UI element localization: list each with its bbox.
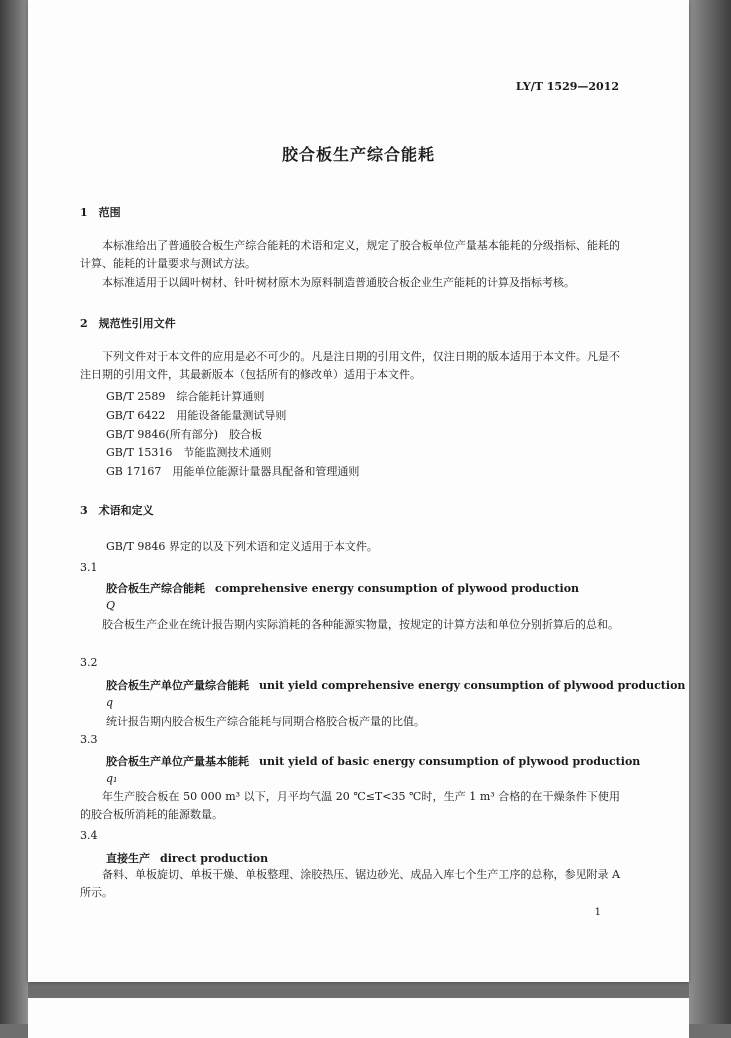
term-zh: 胶合板生产单位产量基本能耗 xyxy=(106,755,249,768)
term-symbol: Q xyxy=(106,599,116,612)
document-title: 胶合板生产综合能耗 xyxy=(281,145,435,164)
scope-paragraph-1: 本标准给出了普通胶合板生产综合能耗的术语和定义，规定了胶合板单位产量基本能耗的分级指标、能耗的计算、能耗的计量要求与测试方法。 xyxy=(80,239,620,270)
term-number: 3.1 xyxy=(80,561,98,574)
term-title xyxy=(106,850,268,866)
term-title xyxy=(106,753,640,769)
term-definition: 年生产胶合板在 50 000 m³ 以下，月平均气温 20 ℃≤T<35 ℃时，生产 1 m³ 合格的在干燥条件下使用的胶合板所消耗的能源数量。 xyxy=(80,790,620,821)
term-zh: 胶合板生产综合能耗 xyxy=(106,582,205,595)
references-intro: 下列文件对于本文件的应用是必不可少的。凡是注日期的引用文件，仅注日期的版本适用于本文件。凡是不注日期的引用文件，其最新版本（包括所有的修改单）适用于本文件。 xyxy=(80,350,620,381)
reference-item: GB/T 2589 综合能耗计算通则 xyxy=(106,390,265,403)
term-zh: 直接生产 xyxy=(106,852,150,865)
reference-item: GB/T 6422 用能设备能量测试导则 xyxy=(106,409,287,422)
reference-item: GB 17167 用能单位能源计量器具配备和管理通则 xyxy=(106,465,360,478)
term-number: 3.2 xyxy=(80,656,98,669)
viewer-shadow-right xyxy=(689,0,731,1024)
viewer-shadow-left xyxy=(0,0,28,1024)
document-page xyxy=(28,0,689,982)
reference-item: GB/T 9846(所有部分) 胶合板 xyxy=(106,428,262,441)
scope-paragraph-2: 本标准适用于以阔叶树材、针叶树材原木为原料制造普通胶合板企业生产能耗的计算及指标考核。 xyxy=(102,276,575,289)
term-title xyxy=(106,677,685,693)
section-heading-scope: 1 范围 xyxy=(80,206,121,219)
term-en: comprehensive energy consumption of plywood production xyxy=(215,582,580,595)
term-definition: 胶合板生产企业在统计报告期内实际消耗的各种能源实物量，按规定的计算方法和单位分别折算后的总和。 xyxy=(102,618,619,631)
section-heading-terms: 3 术语和定义 xyxy=(80,504,154,517)
section-heading-references: 2 规范性引用文件 xyxy=(80,317,176,330)
term-symbol: q xyxy=(106,696,114,709)
reference-item: GB/T 15316 节能监测技术通则 xyxy=(106,446,272,459)
term-en: direct production xyxy=(160,852,269,865)
term-en: unit yield comprehensive energy consumption of plywood production xyxy=(259,679,686,692)
term-symbol: q₁ xyxy=(106,772,118,785)
term-definition: 备料、单板旋切、单板干燥、单板整理、涂胶热压、锯边砂光、成品入库七个生产工序的总称，参见附录 A 所示。 xyxy=(80,868,620,899)
term-zh: 胶合板生产单位产量综合能耗 xyxy=(106,679,249,692)
standard-number: LY/T 1529—2012 xyxy=(515,80,619,93)
term-number: 3.4 xyxy=(80,829,98,842)
term-definition: 统计报告期内胶合板生产综合能耗与同期合格胶合板产量的比值。 xyxy=(106,715,425,728)
term-number: 3.3 xyxy=(80,733,98,746)
term-en: unit yield of basic energy consumption of plywood production xyxy=(259,755,641,768)
term-title xyxy=(106,580,579,596)
next-page-edge xyxy=(28,998,689,1038)
terms-intro: GB/T 9846 界定的以及下列术语和定义适用于本文件。 xyxy=(106,540,378,553)
page-number: 1 xyxy=(594,907,601,918)
